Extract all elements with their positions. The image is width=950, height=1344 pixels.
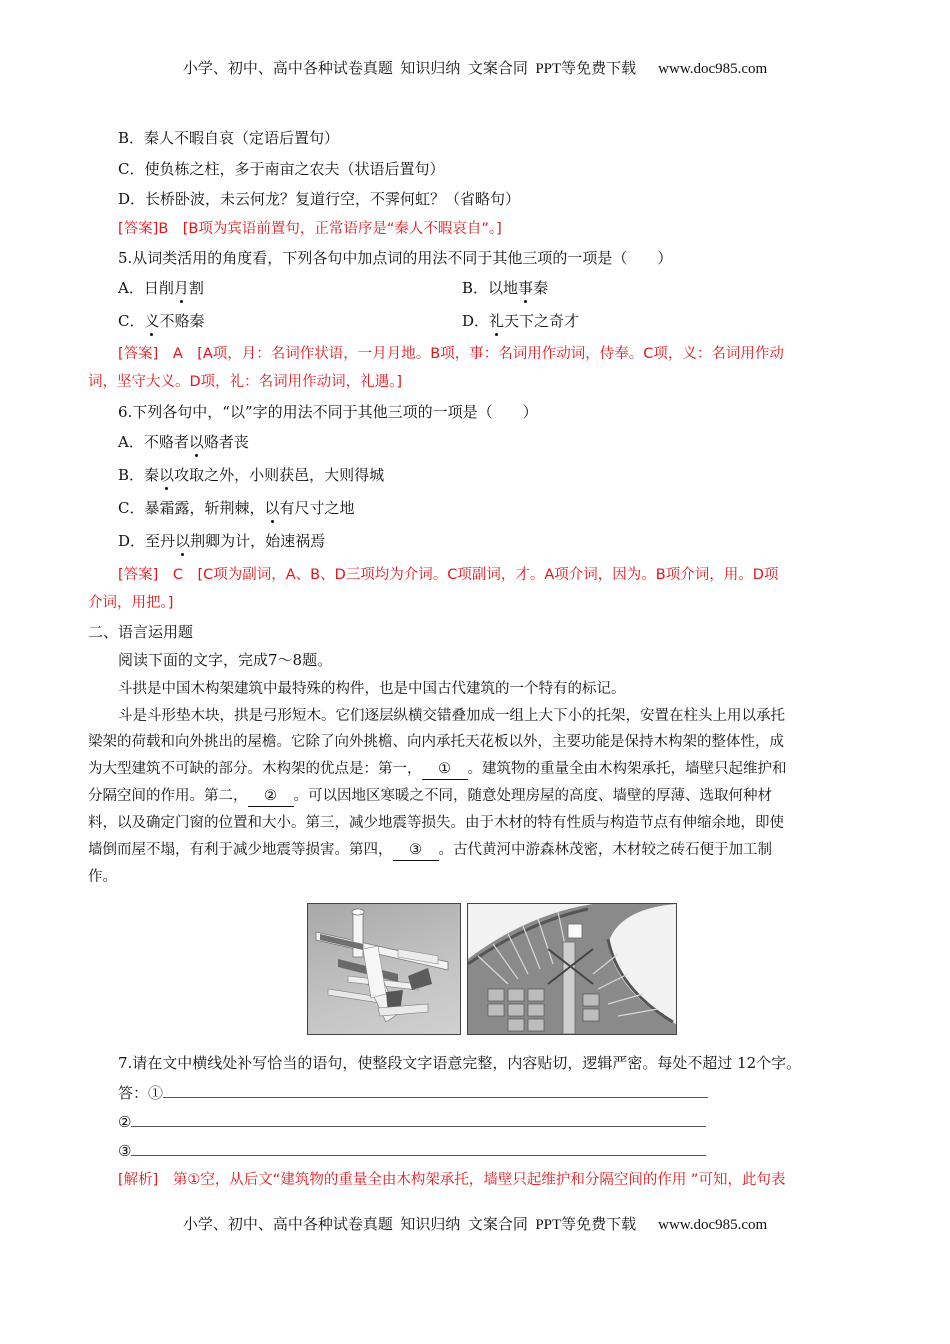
- passage-line: 料，以及确定门窗的位置和大小。第三，减少地震等损失。由于木材的特有性质与构造节点有伸缩余地，即使: [88, 815, 784, 831]
- passage-line: [88, 786, 772, 807]
- q5-answer-line-2: 词，坚守大义。D项，礼：名词用作动词，礼遇。]: [88, 374, 403, 390]
- answer-input-1[interactable]: [163, 1083, 708, 1098]
- passage-text: 分隔空间的作用。第二，: [88, 788, 248, 804]
- option-text-pre: 秦: [144, 466, 160, 484]
- dotted-char: 事: [518, 279, 534, 297]
- q5-stem: 5.从词类活用的角度看，下列各句中加点词的用法不同于其他三项的一项是（ ）: [118, 249, 673, 267]
- page-header: [0, 57, 950, 78]
- q6-option-a: [118, 432, 249, 452]
- q4-option-c: [118, 159, 445, 179]
- q5-option-c: [118, 312, 205, 330]
- option-label: A．: [118, 279, 144, 297]
- passage-text: 。可以因地区寒暖之不同，随意处理房屋的高度、墙壁的厚薄、选取何种材: [293, 788, 772, 804]
- option-text: 长桥卧波，未云何龙？复道行空，不霁何虹？（省略句）: [145, 190, 521, 208]
- dotted-char: 以: [264, 499, 280, 517]
- option-text-pre: 至丹: [145, 532, 176, 550]
- q6-option-d: [118, 531, 325, 551]
- option-label: C．: [118, 312, 145, 330]
- option-label: B．: [118, 129, 145, 147]
- q6-answer-line-2: 介词，用把。]: [88, 595, 174, 611]
- section-intro: 阅读下面的文字，完成7～8题。: [118, 651, 333, 669]
- option-text-post: 有尺寸之地: [279, 499, 355, 517]
- passage-text: 。古代黄河中游森林茂密，木材较之砖石便于加工制: [438, 842, 772, 858]
- passage-line: [88, 759, 787, 780]
- footer-url[interactable]: www.doc985.com: [658, 1217, 768, 1233]
- passage-line: [88, 840, 772, 861]
- dougong-model-illustration: [308, 904, 460, 1034]
- q4-option-b: [118, 128, 339, 148]
- q5-options-row-2: [118, 311, 818, 331]
- passage-line: 作。: [88, 869, 117, 885]
- option-label: B．: [118, 466, 145, 484]
- header-url[interactable]: www.doc985.com: [658, 61, 768, 77]
- option-label: B．: [462, 279, 489, 297]
- page-footer: [0, 1213, 950, 1234]
- passage-text: 。建筑物的重量全由木构架承托，墙壁只起维护和: [467, 761, 787, 777]
- q5-option-b: [462, 278, 548, 298]
- q4-answer: [答案]B [B项为宾语前置句，正常语序是“秦人不暇哀自”。]: [118, 221, 502, 237]
- passage-text: 为大型建筑不可缺的部分。木构架的优点是：第一，: [88, 761, 422, 777]
- q5-answer-line-1: [答案] A [A项，月：名词作状语，一月月地。B项，事：名词用作动词，侍奉。C项，义：名词用作动: [118, 346, 784, 362]
- option-text-post: 割: [188, 279, 204, 297]
- passage-paragraph-1: 斗拱是中国木构架建筑中最特殊的构件，也是中国古代建筑的一个特有的标记。: [118, 681, 626, 697]
- q7-answer-2: [118, 1112, 706, 1132]
- blank-number: ①: [148, 1084, 164, 1102]
- q6-answer-line-1: [答案] C [C项为副词，A、B、D三项均为介词。C项副词，才。A项介词，因为。B项介词，用。D项: [118, 567, 779, 583]
- dougong-model-image: [307, 903, 461, 1035]
- figure-row: [307, 903, 677, 1035]
- footer-text: 小学、初中、高中各种试卷真题 知识归纳 文案合同 PPT等免费下载: [182, 1217, 637, 1233]
- q5-options-row-1: [118, 278, 818, 298]
- q6-option-b: [118, 465, 384, 485]
- passage-line: 梁架的荷载和向外挑出的屋檐。它除了向外挑檐、向内承托天花板以外，主要功能是保持木构架的整体性，成: [88, 734, 784, 750]
- option-label: D．: [462, 312, 490, 330]
- answer-prefix: 答：: [118, 1084, 149, 1102]
- q6-stem: 6.下列各句中，“以”字的用法不同于其他三项的一项是（ ）: [118, 403, 538, 421]
- option-label: C．: [118, 160, 145, 178]
- option-text-post: 攻取之外，小则获邑，大则得城: [174, 466, 385, 484]
- blank-number: ②: [118, 1113, 132, 1131]
- q4-option-d: [118, 189, 520, 209]
- dougong-eaves-illustration: [468, 904, 676, 1034]
- option-label: D．: [118, 532, 146, 550]
- dougong-eaves-photo: [467, 903, 677, 1035]
- dotted-char: 礼: [489, 312, 505, 330]
- fill-blank-3[interactable]: ③: [393, 840, 439, 861]
- option-text-pre: 以地: [488, 279, 519, 297]
- answer-input-3[interactable]: [131, 1141, 706, 1156]
- dotted-char: 义: [144, 312, 160, 330]
- option-label: A．: [118, 433, 144, 451]
- option-text-post: 天下之奇才: [504, 312, 580, 330]
- passage-text: 墙倒而屋不塌，有利于减少地震等损害。第四，: [88, 842, 393, 858]
- fill-blank-1[interactable]: ①: [422, 759, 468, 780]
- q5-option-a: [118, 279, 204, 297]
- option-text: 使负栋之柱，多于南亩之农夫（状语后置句）: [144, 160, 445, 178]
- option-text-post: 秦: [533, 279, 549, 297]
- option-text-pre: 日削: [143, 279, 174, 297]
- answer-input-2[interactable]: [131, 1112, 706, 1127]
- header-text: 小学、初中、高中各种试卷真题 知识归纳 文案合同 PPT等免费下载: [182, 61, 637, 77]
- passage-line: 斗是斗形垫木块，拱是弓形短木。它们逐层纵横交错叠加成一组上大下小的托架，安置在柱头上用以承托: [118, 708, 785, 724]
- q7-answer-1: [118, 1083, 708, 1103]
- option-text: 秦人不暇自哀（定语后置句）: [144, 129, 340, 147]
- q7-analysis: [解析] 第①空，从后文“建筑物的重量全由木构架承托，墙壁只起维护和分隔空间的作用 ”可知，此句表: [118, 1172, 786, 1188]
- option-text-post: 荆卿为计，始速祸焉: [190, 532, 326, 550]
- dotted-char: 以: [188, 433, 204, 451]
- q7-stem: 7.请在文中横线处补写恰当的语句，使整段文字语意完整，内容贴切，逻辑严密。每处不超过 12个字。: [118, 1054, 802, 1072]
- dotted-char: 以: [175, 532, 191, 550]
- option-text-post: 赂者丧: [203, 433, 249, 451]
- option-label: D．: [118, 190, 146, 208]
- dotted-char: 以: [159, 466, 175, 484]
- dotted-char: 月: [173, 279, 189, 297]
- option-text-pre: 不赂者: [143, 433, 189, 451]
- option-text-pre: 暴霜露，斩荆棘，: [144, 499, 265, 517]
- blank-number: ③: [118, 1142, 132, 1160]
- option-text-post: 不赂秦: [159, 312, 205, 330]
- q6-option-c: [118, 498, 355, 518]
- q7-answer-3: [118, 1141, 706, 1161]
- fill-blank-2[interactable]: ②: [248, 786, 294, 807]
- option-label: C．: [118, 499, 145, 517]
- section-title: 二、语言运用题: [88, 623, 194, 641]
- q5-option-d: [462, 311, 579, 331]
